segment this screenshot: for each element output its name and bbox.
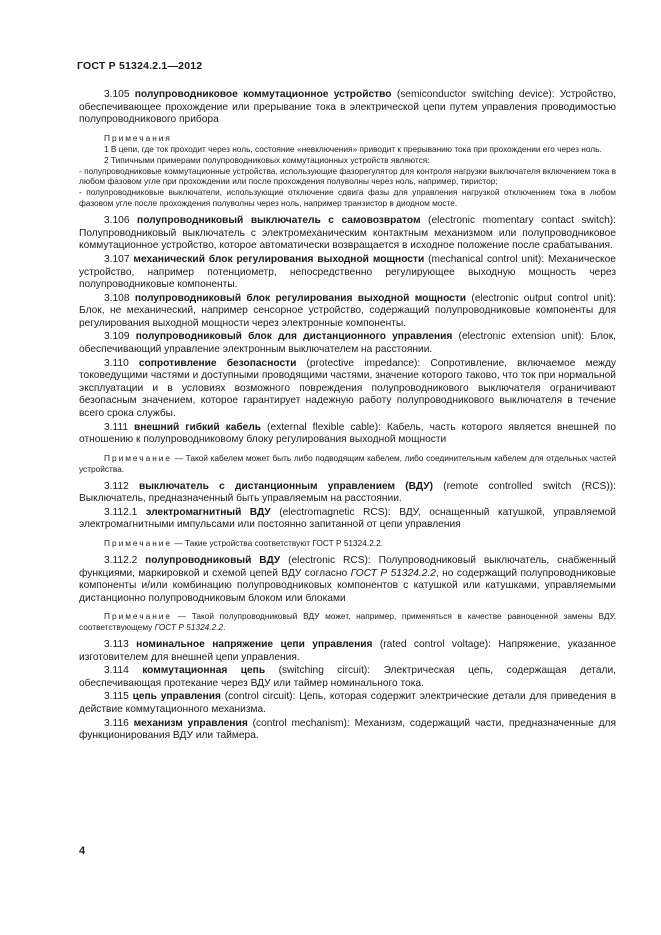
note-2-item-2: - полупроводниковые выключатели, использующие отключение сдвига фазы для управления нагрузкой отключением тока в любом фазовом угле после прохождения полуволны через ноль, например транзистор в диодном мосте. — [79, 187, 616, 209]
note-1: 1 В цепи, где ток проходит через ноль, состояние «невключения» приводит к прерыванию тока при прохождении его через ноль. — [104, 143, 602, 154]
clause-3-105 — [79, 89, 616, 127]
clause-number: 3.109 — [104, 331, 130, 343]
clause-number: 3.108 — [104, 292, 130, 304]
clause-term: сопротивление безопасности — [138, 357, 297, 369]
clause-term: полупроводниковый выключатель с самовозвратом — [137, 215, 421, 227]
note-label: Примечание — [104, 538, 173, 548]
clause-text: (semiconductor switching device): Устройство, обеспечивающее прохождение или прерывание тока в электрической цепи путем управления проводимостью полупроводникового прибора — [79, 89, 616, 126]
clause-text: (control mechanism): Механизм, содержащий части, предназначенные для функционирования ВДУ или таймера. — [79, 717, 616, 742]
note-label: Примечание — [104, 452, 173, 463]
clause-term: выключатель с дистанционным управлением (ВДУ) — [138, 480, 433, 492]
clause-text: (mechanical control unit): Механическое устройство, например потенциометр, непосредственно регулирующее выходную мощность через полупроводниковые компоненты. — [79, 253, 616, 291]
clause-text: (protective impedance): Сопротивление, включаемое между токоведущими частями и доступными проводящими частями, значение которого таково, что ток при нормальной эксплуатации и в условиях возможного повреждения полупроводникового выключателя ограничивают безопасным значением, которое гарантирует надежную работу полупроводникового выключателя в течение всего срока службы. — [79, 357, 616, 420]
clause-3-112-1 — [79, 507, 616, 532]
clause-3-113 — [79, 639, 616, 664]
clause-term: номинальное напряжение цепи управления — [136, 639, 373, 651]
document-header: ГОСТ Р 51324.2.1—2012 — [77, 60, 203, 72]
clause-3-112 — [79, 481, 616, 506]
clause-text: (remote controlled switch (RCS)): Выключатель, предназначенный быть управляемым на расстоянии. — [79, 480, 616, 505]
clause-text: (control circuit): Цепь, которая содержит электрические детали для приведения в действие коммутационного механизма. — [79, 691, 617, 716]
clause-3-114 — [79, 665, 616, 690]
clause-term: механический блок регулирования выходной мощности — [133, 253, 425, 265]
note-text-end: . — [223, 622, 226, 633]
clause-3-115 — [79, 691, 616, 716]
clause-3-109 — [79, 331, 616, 356]
note-text: — Такой кабелем может быть либо подводящим кабелем, либо соединительным кабелем для отдельных частей устройства. — [79, 452, 617, 474]
notes-block — [79, 133, 616, 209]
note-text: — Такие устройства соответствуют ГОСТ Р 51324.2.2. — [174, 538, 384, 548]
clause-number: 3.114 — [104, 665, 129, 677]
clause-number: 3.113 — [104, 639, 129, 651]
clause-3-108 — [79, 293, 616, 331]
clause-3-112-2 — [79, 555, 616, 605]
clause-3-111 — [79, 422, 616, 447]
notes-title: Примечания — [104, 132, 172, 143]
note-3-112-2 — [79, 611, 616, 633]
document-body — [79, 89, 616, 743]
clause-text: (electronic RCS): Полупроводниковый выключатель, снабженный функциями, маркировкой и схемой цепей ВДУ согласно — [79, 554, 616, 579]
clause-number: 3.116 — [104, 717, 129, 729]
clause-term: внешний гибкий кабель — [133, 421, 262, 433]
clause-term: полупроводниковое коммутационное устройство — [134, 89, 392, 100]
clause-3-116 — [79, 718, 616, 743]
clause-text: (rated control voltage): Напряжение, указанное изготовителем для внешней цепи управления. — [79, 639, 616, 663]
clause-text: (electromagnetic RCS): ВДУ, оснащенный катушкой, управляемой электромагнитными импульсами или постоянно запитанной от цепи управления — [79, 506, 616, 531]
clause-number: 3.112.2 — [104, 554, 138, 566]
clause-number: 3.112 — [104, 480, 129, 492]
clause-term: полупроводниковый блок регулирования выходной мощности — [134, 292, 467, 304]
clause-text: (electronic output control unit): Блок, не механический, например сенсорное устройство, содержащий полупроводниковые компоненты для регулирования выходной мощности через электронные компоненты. — [79, 292, 616, 329]
clause-term: механизм управления — [133, 717, 248, 729]
clause-3-107 — [79, 254, 616, 292]
clause-number: 3.107 — [104, 253, 130, 265]
note-2: 2 Типичными примерами полупроводниковых коммутационных устройств являются: — [104, 154, 430, 165]
clause-number: 3.105 — [104, 89, 130, 100]
clause-text: (external flexible cable): Кабель, часть которого является внешней по отношению к полупроводниковому блоку регулирования выходной мощности — [79, 421, 616, 446]
note-label: Примечание — [104, 611, 173, 622]
clause-3-106 — [79, 215, 616, 253]
clause-text-continued: , но содержащий полупроводниковые компоненты и/или комбинацию полупроводниковых компонентов с катушкой или катушками, управляемыми дистанционно полупроводниковым блоком или блоками — [79, 567, 616, 604]
clause-term: электромагнитный ВДУ — [145, 506, 271, 518]
clause-3-110 — [79, 358, 616, 421]
clause-term: цепь управления — [132, 691, 221, 703]
clause-number: 3.110 — [104, 357, 129, 369]
clause-text: (electronic extension unit): Блок, обеспечивающий управление электронным выключателем на расстоянии. — [79, 331, 616, 356]
clause-number: 3.112.1 — [104, 506, 138, 518]
clause-text: (switching circuit): Электрическая цепь, содержащая детали, обеспечивающая протекание через ВДУ или таймер номинального тока. — [79, 665, 616, 689]
note-2-item-1: - полупроводниковые коммутационные устройства, использующие фазорегулятор для контроля нагрузки выключателя включением тока в любом фазовом угле при прохождении или после прохождения полуволны через ноль, например, тиристор; — [79, 165, 616, 187]
clause-text: (electronic momentary contact switch): Полупроводниковый выключатель с электромеханическим контактным механизмом или полупроводниковое коммутационное устройство, которое автоматически возвращается в исходное положение после срабатывания. — [79, 215, 616, 252]
clause-number: 3.111 — [104, 421, 128, 433]
note-3-112-1 — [79, 538, 616, 549]
note-text: — Такой полупроводниковый ВДУ может, например, применяться в качестве равноценной замены ВДУ, соответствующему — [79, 611, 617, 633]
clause-number: 3.115 — [104, 691, 129, 703]
clause-term: коммутационная цепь — [142, 665, 266, 677]
standard-reference: ГОСТ Р 51324.2.2 — [350, 567, 436, 579]
note-3-111 — [79, 453, 616, 475]
clause-term: полупроводниковый ВДУ — [145, 554, 281, 566]
clause-term: полупроводниковый блок для дистанционного управления — [135, 331, 453, 343]
standard-reference: ГОСТ Р 51324.2.2 — [154, 622, 224, 633]
clause-number: 3.106 — [104, 215, 130, 227]
page-number: 4 — [79, 845, 86, 857]
